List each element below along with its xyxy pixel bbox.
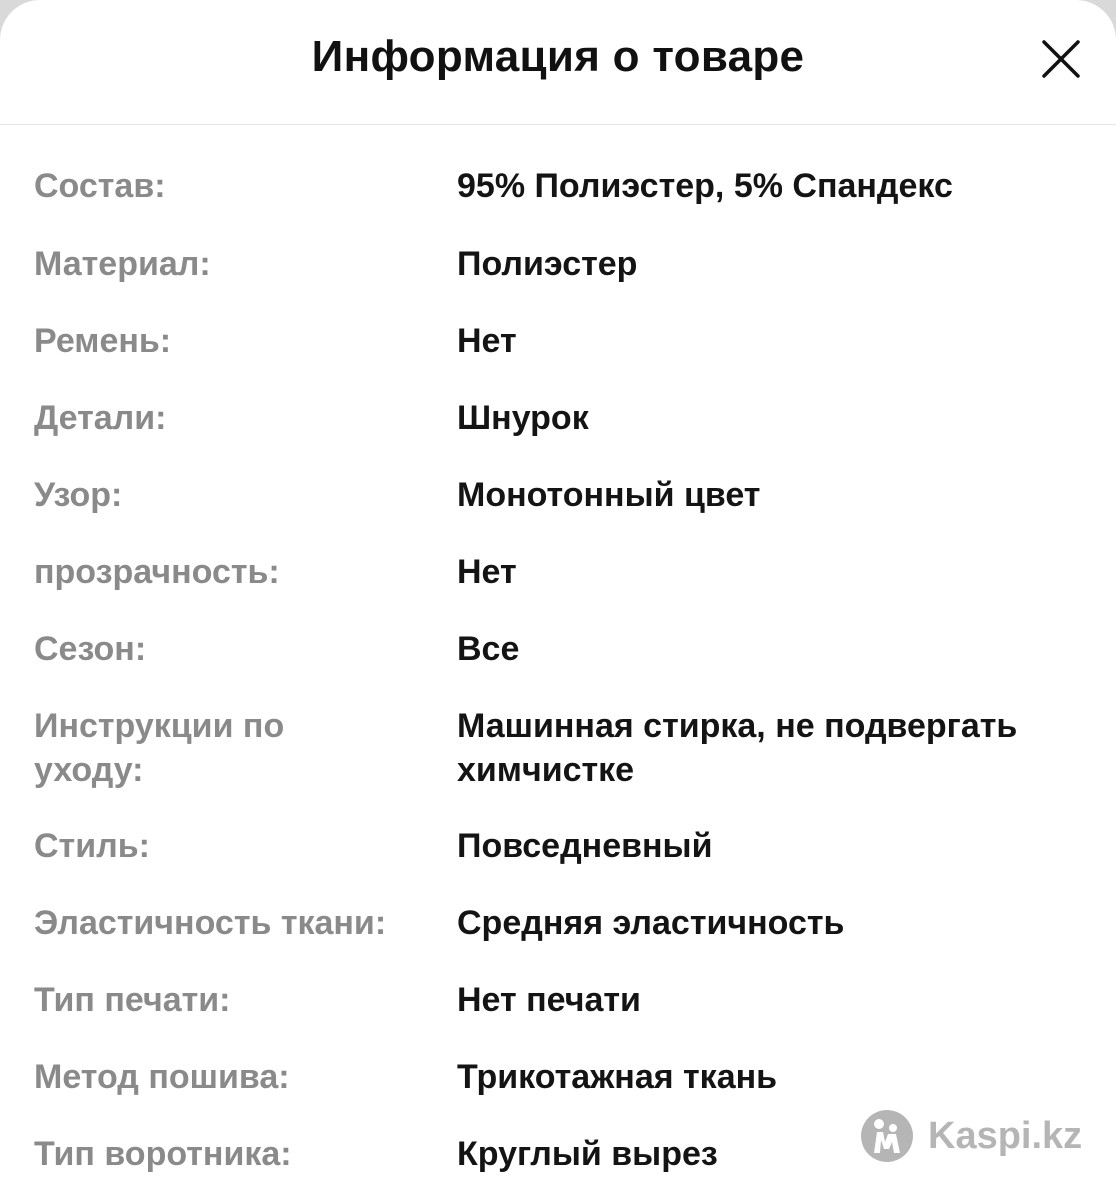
kaspi-watermark — [860, 1106, 1082, 1166]
attribute-label: прозрачность: — [34, 553, 280, 591]
attribute-label: Тип печати: — [34, 981, 231, 1019]
kaspi-logo-icon — [860, 1109, 914, 1163]
attribute-value: Круглый вырез — [457, 1135, 718, 1173]
attribute-value: Нет — [457, 322, 517, 360]
attribute-label: Стиль: — [34, 827, 150, 865]
attribute-label: Эластичность ткани: — [34, 904, 387, 942]
attribute-value: Шнурок — [457, 399, 589, 437]
attribute-label: Сезон: — [34, 630, 147, 668]
attribute-label: Детали: — [34, 399, 167, 437]
attribute-value: Повседневный — [457, 827, 713, 865]
attribute-label: Тип воротника: — [34, 1135, 292, 1173]
attribute-value: Нет печати — [457, 981, 641, 1019]
attribute-value: Трикотажная ткань — [457, 1058, 778, 1096]
attribute-value: Средняя эластичность — [457, 904, 845, 942]
attribute-value: Все — [457, 630, 520, 668]
attribute-label: Инструкции по уходу: — [34, 707, 285, 789]
attribute-label: Состав: — [34, 167, 166, 205]
attribute-label: Материал: — [34, 245, 211, 283]
attribute-value: Полиэстер — [457, 245, 638, 283]
attribute-value: Машинная стирка, не подвергать химчистке — [457, 707, 1018, 789]
close-icon — [1036, 34, 1086, 84]
close-button[interactable] — [1036, 34, 1086, 84]
attribute-label: Метод пошива: — [34, 1058, 290, 1096]
attribute-value: Нет — [457, 553, 517, 591]
attribute-value: Монотонный цвет — [457, 476, 761, 514]
watermark-text: Kaspi.kz — [928, 1114, 1083, 1157]
sheet-header — [0, 0, 1116, 125]
attribute-value: 95% Полиэстер, 5% Спандекс — [457, 167, 953, 205]
attribute-label: Узор: — [34, 476, 123, 514]
attribute-label: Ремень: — [34, 322, 172, 360]
sheet-title: Информация о товаре — [311, 32, 805, 81]
